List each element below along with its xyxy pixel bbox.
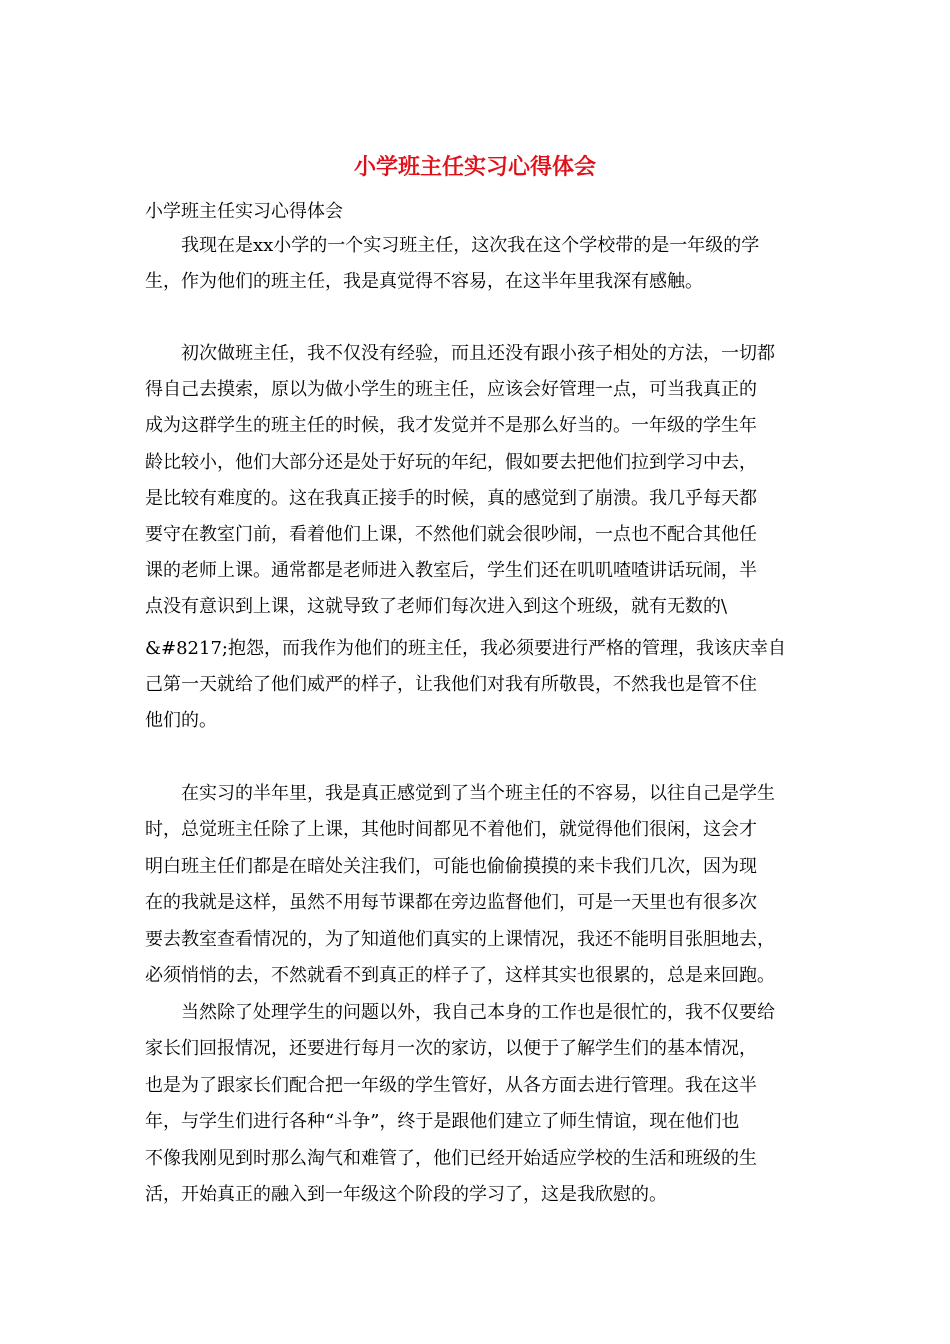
document-subtitle: 小学班主任实习心得体会 — [145, 201, 343, 222]
paragraph-line: 不像我刚见到时那么淘气和难管了，他们已经开始适应学校的生活和班级的生 — [145, 1148, 757, 1169]
paragraph-line: 年，与学生们进行各种“斗争”，终于是跟他们建立了师生情谊，现在他们也 — [145, 1111, 740, 1132]
paragraph-line: 成为这群学生的班主任的时候，我才发觉并不是那么好当的。一年级的学生年 — [145, 415, 757, 436]
paragraph-line: 在的我就是这样，虽然不用每节课都在旁边监督他们，可是一天里也有很多次 — [145, 892, 757, 913]
paragraph-line: 要守在教室门前，看着他们上课，不然他们就会很吵闹，一点也不配合其他任 — [145, 524, 757, 545]
paragraph-line: 在实习的半年里，我是真正感觉到了当个班主任的不容易，以往自己是学生 — [145, 783, 775, 804]
paragraph-line: 得自己去摸索，原以为做小学生的班主任，应该会好管理一点，可当我真正的 — [145, 379, 757, 400]
paragraph-line: 家长们回报情况，还要进行每月一次的家访，以便于了解学生们的基本情况， — [145, 1038, 757, 1059]
paragraph-line: 他们的。 — [145, 710, 217, 731]
paragraph-line: 必须悄悄的去，不然就看不到真正的样子了，这样其实也很累的，总是来回跑。 — [145, 965, 775, 986]
paragraph-line: 也是为了跟家长们配合把一年级的学生管好，从各方面去进行管理。我在这半 — [145, 1075, 757, 1096]
paragraph-line: &#8217;抱怨，而我作为他们的班主任，我必须要进行严格的管理，我该庆幸自 — [145, 638, 786, 659]
paragraph-line: 己第一天就给了他们威严的样子，让我他们对我有所敬畏，不然我也是管不住 — [145, 674, 757, 695]
paragraph-line: 明白班主任们都是在暗处关注我们，可能也偷偷摸摸的来卡我们几次，因为现 — [145, 856, 757, 877]
paragraph-line: 生，作为他们的班主任，我是真觉得不容易，在这半年里我深有感触。 — [145, 271, 703, 292]
paragraph-line: 当然除了处理学生的问题以外，我自己本身的工作也是很忙的，我不仅要给 — [145, 1002, 775, 1023]
paragraph-line: 初次做班主任，我不仅没有经验，而且还没有跟小孩子相处的方法，一切都 — [145, 343, 775, 364]
paragraph-line: 活，开始真正的融入到一年级这个阶段的学习了，这是我欣慰的。 — [145, 1184, 667, 1205]
paragraph-line: 我现在是xx小学的一个实习班主任，这次我在这个学校带的是一年级的学 — [145, 235, 760, 256]
paragraph-line: 点没有意识到上课，这就导致了老师们每次进入到这个班级，就有无数的\ — [145, 596, 728, 617]
paragraph-line: 课的老师上课。通常都是老师进入教室后，学生们还在叽叽喳喳讲话玩闹，半 — [145, 560, 757, 581]
document-title: 小学班主任实习心得体会 — [353, 154, 596, 180]
paragraph-line: 是比较有难度的。这在我真正接手的时候，真的感觉到了崩溃。我几乎每天都 — [145, 488, 757, 509]
paragraph-line: 龄比较小，他们大部分还是处于好玩的年纪，假如要去把他们拉到学习中去， — [145, 452, 757, 473]
paragraph-line: 要去教室查看情况的，为了知道他们真实的上课情况，我还不能明目张胆地去， — [145, 929, 775, 950]
paragraph-line: 时，总觉班主任除了上课，其他时间都见不着他们，就觉得他们很闲，这会才 — [145, 819, 757, 840]
